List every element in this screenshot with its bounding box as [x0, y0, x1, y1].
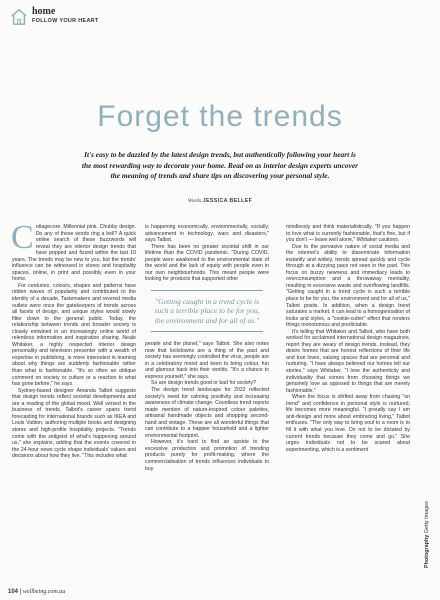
body-paragraph: However, it's hard to find an upside to the excessive production and promotion of trending products purely for profit-making, where the commercialisation of trends influences individuals to buy — [145, 439, 269, 472]
pull-quote: "Getting caught in a trend cycle is such a terrible place to be for you, the environment and for all of us." — [151, 290, 263, 332]
paragraph-text: ottagecore. Millennial pink. Chubby design. Do any of these words ring a bell? A quick online search of these buzzwords will reveal they are interior design trends that have popped and fizzed within the last 10 years. The trends may be new to you, but the trends' influence can be witnessed in stores and hospitality spaces, online, in print and possibly even in your home. — [12, 224, 136, 283]
photo-credit-label: Photography — [424, 534, 430, 568]
house-icon — [10, 8, 28, 26]
page-number: 104 — [8, 589, 19, 595]
site-url: wellbeing.com.au — [22, 589, 66, 595]
drop-cap: C — [11, 219, 34, 256]
body-paragraph: is happening economically, environmentally, socially, advancement in technology, wars and disasters," says Talbot. — [145, 224, 269, 244]
body-paragraph: For centuries, colours, shapes and patterns have ridden waves of popularity and contributed to the identity of a decade. Tastemakers and revered media outlets were once the gatekeepers of trends across all facets of design, and unique styles would slowly filter down to the general public. Today, the relationship between trends and broader society is closely entwined in an increasingly online world of relentless information and inspiration sharing. Neale Whitaker, a highly respected interior design personality and television presenter with a wealth of expertise in publishing, is more interested in learning about why things are suddenly fashionable rather than what is fashionable. "It's so often an oblique comment on society or culture or a reaction to what has gone before," he says. — [12, 282, 136, 388]
footer-divider: | — [19, 589, 22, 595]
body-column-3 — [286, 224, 410, 453]
byline-label: Words — [187, 198, 202, 204]
byline — [0, 198, 440, 204]
body-paragraph: It's telling that Whitaker and Talbot, who have both worked for acclaimed international design magazines, report they are weary of design trends. Instead, they desire homes that are honest reflections of their life and true loves, valuing spaces that are personal and nurturing. "I have always believed our homes tell our stories," says Whitaker. "I love the authenticity and individuality that comes from choosing things we genuinely love as opposed to things that are merely fashionable." — [286, 328, 410, 394]
section-header — [10, 6, 99, 32]
body-paragraph: Sydney-based designer Amanda Talbot suggests that design trends reflect societal developments and are a reading of the global mood. Well versed in the business of trends, Talbot's career spans trend forecasting for international brands such as IKEA and Louis Vuitton, authoring multiple books and designing stores and high-profile hospitality projects. "Trends come with the zeitgeist of what's happening around us," she explains, adding that the events covered in the 24-hour news cycle shape individuals' values and decisions about how they live. "This includes what — [12, 387, 136, 460]
body-paragraph: So are design trends good or bad for society? — [151, 380, 256, 387]
body-column-2 — [145, 224, 269, 472]
body-paragraph: The design trend landscape for 2022 reflected society's need for calming positivity and increasing awareness of climate change. Countless trend reports made mention of nature-inspired colour palettes, artisanal handmade objects and shopping second-hand and vintage. These are all wonderful things that can contribute to a happier household and a lighter environmental footprint. — [145, 386, 269, 439]
body-paragraph: Due to the pervasive nature of social media and the internet's ability to disseminate information instantly and widely, trends spread quickly and cycle through at a dizzying pace not seen in the past. This focus on buzzy newness and immediacy leads to overconsumption and a throwaway mentality, resulting in excessive waste and overflowing landfills. "Getting caught in a trend cycle is such a terrible place to be for you, the environment and for all of us," Talbot posits. In addition, when a design trend saturates a market, it can lead to a homogenisation of looks and styles, a "cookie-cutter" effect that renders things monotonous and predictable. — [286, 243, 410, 329]
body-paragraph — [11, 219, 136, 283]
section-name: home — [32, 6, 56, 17]
body-paragraph: There has been no greater societal shift in our lifetime than the COVID pandemic. "During COVID, people were awakened to the environmental state of the world and the lack of equity with people even in our own neighbourhoods. This meant people were looking for products that supported other — [145, 243, 269, 283]
body-paragraph: people and the planet," says Talbot. She also notes now that lockdowns are a thing of the past and society has seemingly controlled the virus, people are in a celebratory mood and keen to bring colour, fun and glamour back into their worlds. "It's a chance to express yourself," she says. — [145, 341, 269, 380]
photo-credit-name: Getty Images — [424, 501, 430, 534]
page-footer — [8, 589, 65, 595]
byline-author: JESSICA BELLEF — [202, 198, 253, 204]
photo-credit — [424, 501, 430, 568]
body-paragraph: When the focus is shifted away from chasing "on trend" and confidence in personal style is nurtured, life becomes more meaningful. "I proudly say I am anti-design and more about embracing living," Talbot enthuses. "The only way to bring soul to a room is to fill it with what you love. Do not to be dictated by current trends because they come and go." She urges individuals not to be scared about experimenting, which is a sentiment — [286, 394, 410, 453]
body-paragraph: mindlessly and think materialistically. "If you happen to love what is currently fashionable, that's fine, but if you don't — leave well alone," Whitaker cautions. — [286, 224, 410, 244]
article-standfirst: It's easy to be dazzled by the latest design trends, but authentically following your heart is the most rewarding way to decorate your home. Read on as interior design experts uncover the meaning of trends and share tips on discovering your personal style. — [81, 150, 359, 181]
section-subtitle: FOLLOW YOUR HEART — [32, 18, 99, 24]
body-column-1 — [11, 219, 136, 460]
article-title: Forget the trends — [97, 100, 343, 133]
